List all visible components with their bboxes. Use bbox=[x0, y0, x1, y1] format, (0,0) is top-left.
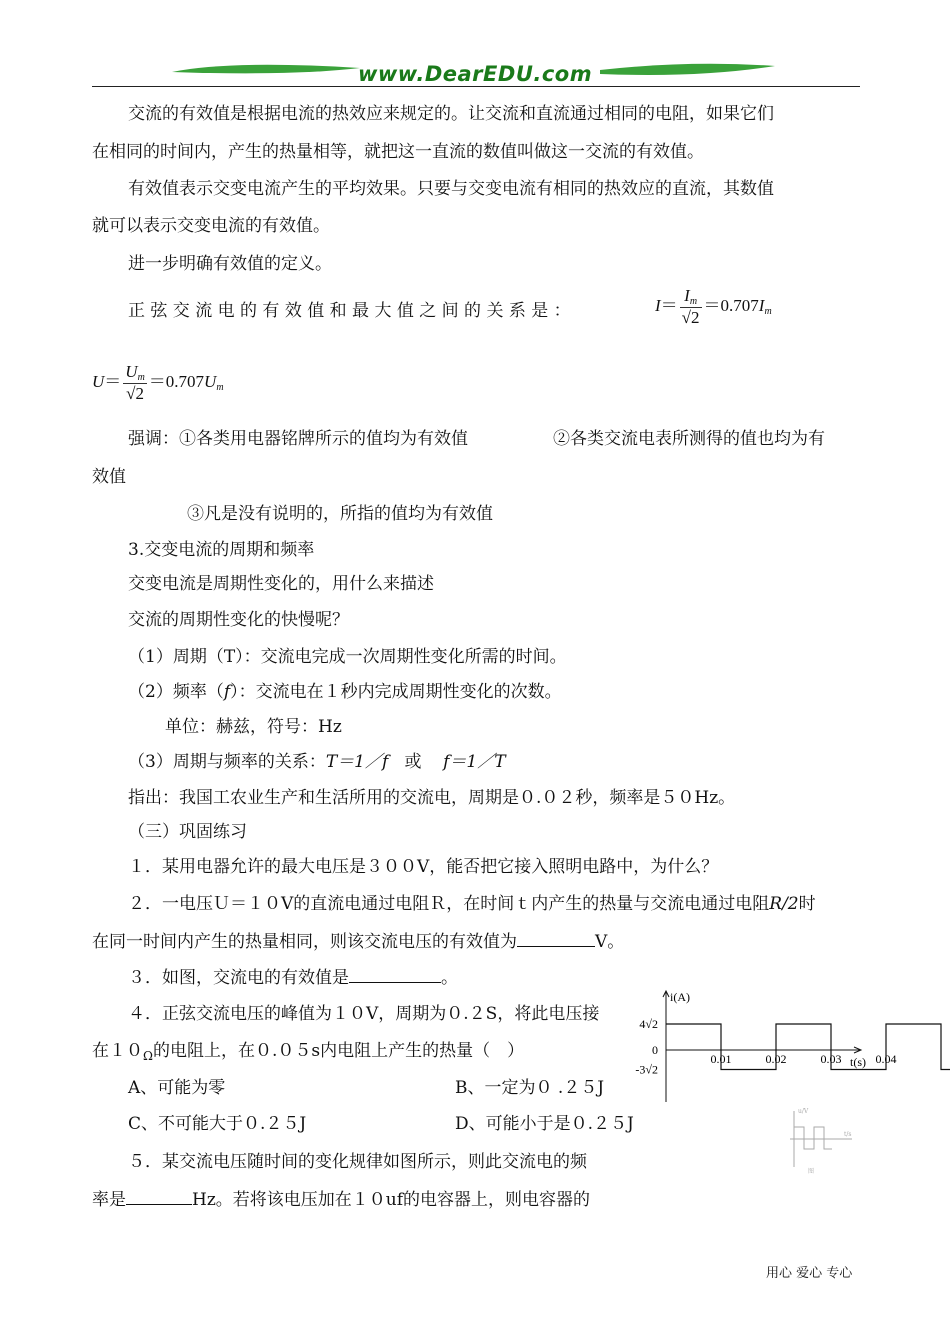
y-tick-label: -3√2 bbox=[635, 1062, 658, 1077]
section-3-period: （1）周期（T）：交流电完成一次周期性变化所需的时间。 bbox=[128, 647, 567, 667]
section-3-unit: 单位：赫兹，符号：Hz bbox=[165, 717, 342, 737]
para-4: 正 弦 交 流 电 的 有 效 值 和 最 大 值 之 间 的 关 系 是 ： bbox=[128, 301, 571, 321]
y-axis-label: i(A) bbox=[670, 990, 690, 1004]
para-1a: 交流的有效值是根据电流的热效应来规定的。让交流和直流通过相同的电阻，如果它们 bbox=[128, 104, 774, 124]
x-tick-label: 0.01 bbox=[710, 1052, 732, 1066]
exercise-4a: ４．正弦交流电压的峰值为１０V，周期为０.２S，将此电压接 bbox=[128, 1004, 600, 1024]
x-tick-label: 0.04 bbox=[875, 1052, 897, 1066]
exercise-1: １．某用电器允许的最大电压是３００V，能否把它接入照明电路中，为什么？ bbox=[128, 857, 719, 877]
option-d: D、可能小于是０.２５J bbox=[455, 1114, 634, 1134]
section-3-relation: （3）周期与频率的关系：T＝1／f 或 f＝1／T bbox=[128, 752, 506, 772]
exercise-5a: ５．某交流电压随时间的变化规律如图所示，则此交流电的频 bbox=[128, 1152, 587, 1172]
x-tick-label: 0.03 bbox=[820, 1052, 842, 1066]
formula-voltage: U＝ $\frac{U_m}{√2}$ $=0.707U_m$ bbox=[92, 362, 224, 403]
emphasis-a: 强调：①各类用电器铭牌所示的值均为有效值 bbox=[128, 429, 468, 449]
exercise-2b: 在同一时间内产生的热量相同，则该交流电压的有效值为 V。 bbox=[92, 932, 625, 952]
option-b: B、一定为０ .２５J bbox=[455, 1078, 605, 1098]
emphasis-d: ③凡是没有说明的，所指的值均为有效值 bbox=[187, 504, 493, 524]
answer-blank-5[interactable] bbox=[126, 1190, 192, 1205]
header-rule bbox=[92, 86, 860, 87]
x-axis-label: t(s) bbox=[850, 1055, 866, 1069]
exercise-3: ３．如图，交流电的有效值是 。 bbox=[128, 968, 458, 988]
exercise-heading: （三）巩固练习 bbox=[128, 822, 247, 842]
answer-blank-3[interactable] bbox=[349, 968, 441, 983]
logo-text: www.DearEDU.com bbox=[358, 62, 593, 86]
section-3-a: 交变电流是周期性变化的，用什么来描述 bbox=[128, 574, 434, 594]
square-wave-series bbox=[666, 1024, 950, 1070]
svg-text:图: 图 bbox=[808, 1168, 815, 1175]
section-3-frequency: （2）频率（f）：交流电在１秒内完成周期性变化的次数。 bbox=[128, 682, 562, 702]
formula-current: I＝ $\frac{I_m}{√2}$ $=0.707I_m$ bbox=[655, 286, 772, 327]
footer-text: 用心 爱心 专心 bbox=[766, 1266, 853, 1281]
square-wave-chart bbox=[612, 988, 897, 1106]
svg-text:u/V: u/V bbox=[798, 1108, 809, 1115]
para-2b: 就可以表示交变电流的有效值。 bbox=[92, 216, 330, 236]
svg-text:t/s: t/s bbox=[844, 1131, 852, 1138]
para-3: 进一步明确有效值的定义。 bbox=[128, 254, 332, 274]
section-3-title: 3.交变电流的周期和频率 bbox=[128, 540, 315, 560]
small-voltage-figure bbox=[782, 1103, 854, 1175]
answer-blank-2[interactable] bbox=[517, 932, 595, 947]
section-3-b: 交流的周期性变化的快慢呢？ bbox=[128, 610, 349, 630]
option-a: A、可能为零 bbox=[128, 1078, 226, 1098]
section-3-note: 指出：我国工农业生产和生活所用的交流电，周期是０.０２秒，频率是５０Hz。 bbox=[128, 788, 736, 808]
emphasis-c: 效值 bbox=[92, 467, 126, 487]
y-tick-label: 0 bbox=[652, 1043, 658, 1057]
emphasis-b: ②各类交流电表所测得的值也均为有 bbox=[553, 429, 825, 449]
exercise-2a: ２．一电压Ｕ＝１０V的直流电通过电阻Ｒ，在时间ｔ内产生的热量与交流电通过电阻R/2时 bbox=[128, 894, 816, 914]
y-tick-label: 4√2 bbox=[639, 1016, 658, 1031]
exercise-5b: 率是 Hz。若将该电压加在１０uf的电容器上，则电容器的 bbox=[92, 1190, 591, 1210]
x-tick-label: 0.02 bbox=[765, 1052, 787, 1066]
exercise-4b: 在$10_\Omega$的电阻上，在０.０５s内电阻上产生的热量（ ） bbox=[92, 1041, 525, 1063]
para-1b: 在相同的时间内，产生的热量相等，就把这一直流的数值叫做这一交流的有效值。 bbox=[92, 142, 704, 162]
option-c: C、不可能大于０.２５J bbox=[128, 1114, 307, 1134]
para-2a: 有效值表示交变电流产生的平均效果。只要与交变电流有相同的热效应的直流，其数值 bbox=[128, 179, 774, 199]
